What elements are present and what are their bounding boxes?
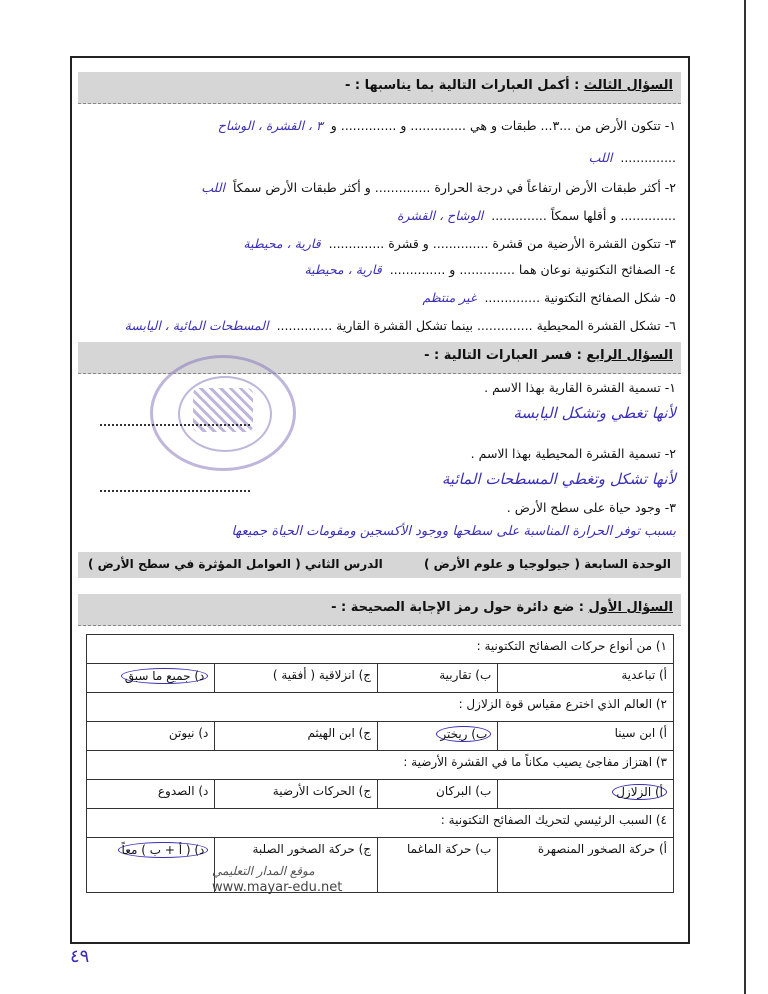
q3-line <box>304 262 676 277</box>
mcq-option[interactable] <box>87 780 215 809</box>
q4-title: السؤال الرابع <box>586 348 673 363</box>
q3-line-text: ٥- شكل الصفائح التكتونية .............. <box>484 290 676 305</box>
mcq-option-label: ج) حركة الصخور الصلبة <box>252 842 372 856</box>
q3-line-text: ١- تتكون الأرض من ...٣... طبقات و هي .............. و .............. و <box>330 118 676 133</box>
q3-line <box>397 208 676 223</box>
mcq-option-label: أ) تباعدية <box>621 668 667 682</box>
mcq-option[interactable] <box>87 664 215 693</box>
q1-title: السؤال الأول <box>588 600 673 615</box>
q3-line-text: ٣- تتكون القشرة الأرضية من قشرة .............. و قشرة .............. <box>328 236 676 251</box>
q4-header <box>78 342 681 374</box>
mcq-option-label: د) ( أ + ب ) معاً <box>118 842 209 858</box>
q3-handwritten-answer: غير منتظم <box>422 290 477 305</box>
mcq-option-label: ب) ريختر <box>436 726 491 742</box>
q4-handwritten-answer: بسبب توفر الحرارة المناسبة على سطحها ووجود الأكسجين ومقومات الحياة جميعها <box>231 524 676 539</box>
q3-handwritten-answer: ٣ ، القشرة ، الوشاح <box>217 118 323 133</box>
mcq-option-label: أ) حركة الصخور المنصهرة <box>537 842 667 856</box>
mcq-question: ٣) اهتزاز مفاجئ يصيب مكاناً ما في القشرة الأرضية : <box>87 751 674 780</box>
q3-handwritten-answer: قارية ، محيطية <box>243 236 321 251</box>
answer-dotted-line <box>100 424 250 426</box>
q3-line-text: ٦- تشكل القشرة المحيطية .............. بينما تشكل القشرة القارية .............. <box>276 318 676 333</box>
q3-line-text: ٢- أكثر طبقات الأرض ارتفاعاً في درجة الحرارة .............. و أكثر طبقات الأرض سمكاً <box>232 180 676 195</box>
school-stamp <box>150 355 296 471</box>
mcq-option[interactable] <box>215 780 378 809</box>
mcq-option[interactable] <box>378 722 498 751</box>
q1-header <box>78 594 681 626</box>
mcq-option[interactable] <box>498 722 674 751</box>
mcq-question-row <box>87 751 674 780</box>
unit-title: الوحدة السابعة ( جيولوجيا و علوم الأرض ) <box>423 557 671 571</box>
mcq-option-label: د) نيوتن <box>168 726 209 740</box>
q3-line <box>422 290 676 305</box>
mcq-option-label: د) الصدوع <box>157 784 209 798</box>
mcq-options-row <box>87 664 674 693</box>
mcq-option[interactable] <box>215 722 378 751</box>
mcq-option[interactable] <box>87 838 215 893</box>
q3-header <box>78 72 681 104</box>
mcq-option-label: ب) البركان <box>436 784 492 798</box>
mcq-option[interactable] <box>498 780 674 809</box>
q4-handwritten-answer: لأنها تشكل وتغطي المسطحات المائية <box>441 470 676 488</box>
mcq-options-row <box>87 780 674 809</box>
q3-line-text: .............. <box>620 150 676 165</box>
mcq-options-row <box>87 838 674 893</box>
q3-handwritten-answer: الوشاح ، القشرة <box>396 208 484 223</box>
q4-item: ١- تسمية القشرة القارية بهذا الاسم . <box>484 380 676 395</box>
q3-line-text: ٤- الصفائح التكتونية نوعان هما .............. و .............. <box>389 262 676 277</box>
mcq-option[interactable] <box>378 664 498 693</box>
q4-item: ٢- تسمية القشرة المحيطية بهذا الاسم . <box>470 446 676 461</box>
mcq-option[interactable] <box>498 838 674 893</box>
mcq-question-row <box>87 693 674 722</box>
mcq-option[interactable] <box>378 838 498 893</box>
mcq-option-label: ج) الحركات الأرضية <box>272 784 372 798</box>
mcq-question-row <box>87 635 674 664</box>
mcq-option[interactable] <box>215 664 378 693</box>
page-number: ٤٩ <box>70 946 90 967</box>
q3-instruction: : أكمل العبارات التالية بما يناسبها : - <box>344 78 580 93</box>
mcq-options-row <box>87 722 674 751</box>
watermark-arabic: موقع المدار التعليمي <box>212 864 315 878</box>
mcq-option[interactable] <box>378 780 498 809</box>
q1-instruction: : ضع دائرة حول رمز الإجابة الصحيحة : - <box>331 600 584 615</box>
q3-line <box>589 150 676 165</box>
unit-bar <box>78 552 681 578</box>
q4-handwritten-answer: لأنها تغطي وتشكل اليابسة <box>513 404 676 422</box>
q3-title: السؤال الثالث <box>583 78 673 93</box>
mcq-option-label: ب) حركة الماغما <box>407 842 492 856</box>
lesson-title: الدرس الثاني ( العوامل المؤثرة في سطح الأرض ) <box>88 557 383 571</box>
mcq-option-label: أ) الزلازل <box>612 784 667 800</box>
mcq-option-label: ب) تقاربية <box>439 668 492 682</box>
q4-item: ٣- وجود حياة على سطح الأرض . <box>506 500 676 515</box>
q3-handwritten-answer: قارية ، محيطية <box>304 262 382 277</box>
mcq-option[interactable] <box>87 722 215 751</box>
q3-handwritten-answer: اللب <box>201 180 225 195</box>
mcq-question: ٤) السبب الرئيسي لتحريك الصفائح التكتونية : <box>87 809 674 838</box>
mcq-option[interactable] <box>498 664 674 693</box>
page-edge <box>744 0 746 994</box>
watermark-url: www.mayar-edu.net <box>212 880 343 895</box>
answer-dotted-line <box>100 490 250 492</box>
mcq-option-label: أ) ابن سينا <box>614 726 667 740</box>
mcq-question: ٢) العالم الذي اخترع مقياس قوة الزلازل : <box>87 693 674 722</box>
q3-line-text: .............. و أقلها سمكاً .............. <box>491 208 676 223</box>
mcq-question: ١) من أنواع حركات الصفائح التكتونية : <box>87 635 674 664</box>
q3-line <box>125 318 676 333</box>
mcq-option-label: ج) انزلاقية ( أفقية ) <box>272 668 372 682</box>
mcq-question-row <box>87 809 674 838</box>
q3-line <box>218 118 676 133</box>
q4-instruction: : فسر العبارات التالية : - <box>424 348 582 363</box>
q3-line <box>201 180 676 195</box>
q3-handwritten-answer: اللب <box>588 150 613 165</box>
mcq-table <box>86 634 674 893</box>
mcq-option-label: ج) ابن الهيثم <box>307 726 372 740</box>
mcq-option-label: د) جميع ما سبق <box>121 668 209 684</box>
q3-handwritten-answer: المسطحات المائية ، اليابسة <box>124 318 269 333</box>
q3-line <box>243 236 676 251</box>
